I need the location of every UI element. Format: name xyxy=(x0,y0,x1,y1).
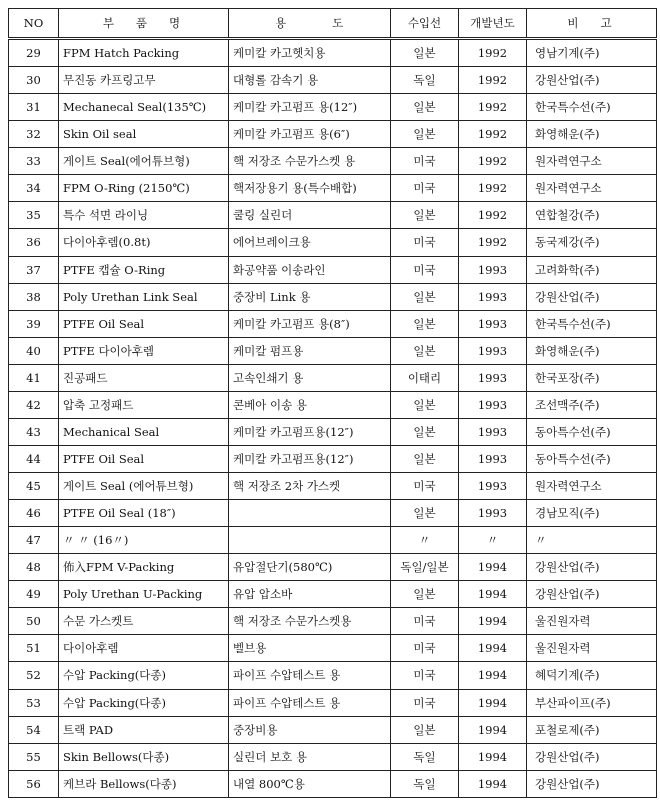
part-name-cell: PTFE Oil Seal xyxy=(59,445,229,472)
note-cell: 강원산업(주) xyxy=(527,554,657,581)
note-cell: 화영해운(주) xyxy=(527,337,657,364)
dev-year-cell: 1994 xyxy=(459,635,527,662)
dev-year-cell: 1993 xyxy=(459,391,527,418)
import-source-cell: 독일 xyxy=(391,743,459,770)
table-row xyxy=(9,662,657,689)
row-no-cell: 33 xyxy=(9,148,59,175)
note-cell: 울진원자력 xyxy=(527,635,657,662)
header-import-source: 수입선 xyxy=(391,9,459,39)
dev-year-cell: 1992 xyxy=(459,67,527,94)
row-no-cell: 39 xyxy=(9,310,59,337)
note-cell: 혜덕기계(주) xyxy=(527,662,657,689)
row-no-cell: 43 xyxy=(9,418,59,445)
table-row xyxy=(9,743,657,770)
part-name-cell: PTFE Oil Seal xyxy=(59,310,229,337)
import-source-cell: 일본 xyxy=(391,94,459,121)
dev-year-cell: 1993 xyxy=(459,445,527,472)
dev-year-cell: 1993 xyxy=(459,310,527,337)
dev-year-cell: 1993 xyxy=(459,418,527,445)
import-source-cell: 일본 xyxy=(391,121,459,148)
part-name-cell: 수문 가스켓트 xyxy=(59,608,229,635)
table-row xyxy=(9,391,657,418)
part-name-cell: 佈入FPM V-Packing xyxy=(59,554,229,581)
part-name-cell: PTFE 다이아후렘 xyxy=(59,337,229,364)
import-source-cell: 일본 xyxy=(391,418,459,445)
part-name-cell: Skin Oil seal xyxy=(59,121,229,148)
use-cell: 내열 800℃용 xyxy=(229,770,391,797)
use-cell: 콘베아 이송 용 xyxy=(229,391,391,418)
dev-year-cell: 〃 xyxy=(459,527,527,554)
dev-year-cell: 1994 xyxy=(459,662,527,689)
part-name-cell: PTFE 캡슐 O-Ring xyxy=(59,256,229,283)
table-row xyxy=(9,39,657,67)
note-cell: 고려화학(주) xyxy=(527,256,657,283)
row-no-cell: 29 xyxy=(9,39,59,67)
import-source-cell: 일본 xyxy=(391,500,459,527)
table-row xyxy=(9,202,657,229)
header-dev-year: 개발년도 xyxy=(459,9,527,39)
dev-year-cell: 1994 xyxy=(459,581,527,608)
table-row xyxy=(9,716,657,743)
table-row xyxy=(9,445,657,472)
table-row xyxy=(9,148,657,175)
part-name-cell: Mechanecal Seal(135℃) xyxy=(59,94,229,121)
table-row xyxy=(9,608,657,635)
note-cell: 원자력연구소 xyxy=(527,473,657,500)
part-name-cell: 게이트 Seal (에어튜브형) xyxy=(59,473,229,500)
part-name-cell: Mechanical Seal xyxy=(59,418,229,445)
part-name-cell: FPM Hatch Packing xyxy=(59,39,229,67)
note-cell: 강원산업(주) xyxy=(527,581,657,608)
use-cell: 쿨링 실린더 xyxy=(229,202,391,229)
row-no-cell: 54 xyxy=(9,716,59,743)
dev-year-cell: 1994 xyxy=(459,689,527,716)
import-source-cell: 일본 xyxy=(391,310,459,337)
table-row xyxy=(9,554,657,581)
import-source-cell: 미국 xyxy=(391,608,459,635)
dev-year-cell: 1993 xyxy=(459,364,527,391)
import-source-cell: 일본 xyxy=(391,391,459,418)
import-source-cell: 일본 xyxy=(391,283,459,310)
part-name-cell: 특수 석면 라이닝 xyxy=(59,202,229,229)
table-header xyxy=(9,9,657,39)
note-cell: 화영해운(주) xyxy=(527,121,657,148)
part-name-cell: 케브라 Bellows(다종) xyxy=(59,770,229,797)
row-no-cell: 34 xyxy=(9,175,59,202)
note-cell: 조선맥주(주) xyxy=(527,391,657,418)
table-body xyxy=(9,39,657,798)
import-source-cell: 독일 xyxy=(391,770,459,797)
note-cell: 강원산업(주) xyxy=(527,770,657,797)
row-no-cell: 50 xyxy=(9,608,59,635)
use-cell: 케미칼 카고펌프용(12″) xyxy=(229,445,391,472)
part-name-cell: 다이아후렘 xyxy=(59,635,229,662)
part-name-cell: Skin Bellows(다종) xyxy=(59,743,229,770)
import-source-cell: 미국 xyxy=(391,229,459,256)
part-name-cell: FPM O-Ring (2150℃) xyxy=(59,175,229,202)
use-cell: 핵저장용기 용(특수배합) xyxy=(229,175,391,202)
table-row xyxy=(9,689,657,716)
note-cell: 한국포장(주) xyxy=(527,364,657,391)
part-name-cell: 〃 〃 (16〃) xyxy=(59,527,229,554)
row-no-cell: 46 xyxy=(9,500,59,527)
use-cell: 파이프 수압테스트 용 xyxy=(229,689,391,716)
row-no-cell: 40 xyxy=(9,337,59,364)
row-no-cell: 32 xyxy=(9,121,59,148)
header-row xyxy=(9,9,657,39)
table-row xyxy=(9,256,657,283)
row-no-cell: 30 xyxy=(9,67,59,94)
note-cell: 동국제강(주) xyxy=(527,229,657,256)
use-cell: 벨브용 xyxy=(229,635,391,662)
dev-year-cell: 1992 xyxy=(459,175,527,202)
row-no-cell: 44 xyxy=(9,445,59,472)
row-no-cell: 45 xyxy=(9,473,59,500)
table-row xyxy=(9,527,657,554)
parts-table xyxy=(8,8,657,798)
table-row xyxy=(9,337,657,364)
use-cell: 케미칼 카고펌프 용(8″) xyxy=(229,310,391,337)
use-cell: 실린더 보호 용 xyxy=(229,743,391,770)
note-cell: 부산파이프(주) xyxy=(527,689,657,716)
import-source-cell: 미국 xyxy=(391,175,459,202)
dev-year-cell: 1993 xyxy=(459,256,527,283)
table-row xyxy=(9,473,657,500)
header-note: 비고 xyxy=(527,9,657,39)
import-source-cell: 〃 xyxy=(391,527,459,554)
use-cell: 에어브레이크용 xyxy=(229,229,391,256)
use-cell: 핵 저장조 수문가스켓용 xyxy=(229,608,391,635)
use-cell: 케미칼 카고헷치용 xyxy=(229,39,391,67)
row-no-cell: 38 xyxy=(9,283,59,310)
part-name-cell: 무진동 카프링고무 xyxy=(59,67,229,94)
import-source-cell: 미국 xyxy=(391,635,459,662)
dev-year-cell: 1993 xyxy=(459,337,527,364)
table-row xyxy=(9,418,657,445)
use-cell xyxy=(229,500,391,527)
table-row xyxy=(9,67,657,94)
import-source-cell: 미국 xyxy=(391,662,459,689)
use-cell: 케미칼 카고펌프 용(6″) xyxy=(229,121,391,148)
part-name-cell: 게이트 Seal(에어튜브형) xyxy=(59,148,229,175)
row-no-cell: 51 xyxy=(9,635,59,662)
header-part-name: 부품명 xyxy=(59,9,229,39)
table-row xyxy=(9,310,657,337)
dev-year-cell: 1992 xyxy=(459,39,527,67)
part-name-cell: 수압 Packing(다종) xyxy=(59,689,229,716)
header-no: NO xyxy=(9,9,59,39)
dev-year-cell: 1992 xyxy=(459,202,527,229)
row-no-cell: 52 xyxy=(9,662,59,689)
part-name-cell: 수압 Packing(다종) xyxy=(59,662,229,689)
table-row xyxy=(9,581,657,608)
table-row xyxy=(9,770,657,797)
import-source-cell: 일본 xyxy=(391,202,459,229)
table-row xyxy=(9,94,657,121)
note-cell: 한국특수선(주) xyxy=(527,94,657,121)
note-cell: 원자력연구소 xyxy=(527,148,657,175)
row-no-cell: 41 xyxy=(9,364,59,391)
dev-year-cell: 1994 xyxy=(459,770,527,797)
use-cell: 케미칼 카고펌프 용(12″) xyxy=(229,94,391,121)
dev-year-cell: 1993 xyxy=(459,283,527,310)
part-name-cell: Poly Urethan Link Seal xyxy=(59,283,229,310)
table-row xyxy=(9,364,657,391)
import-source-cell: 독일 xyxy=(391,67,459,94)
row-no-cell: 36 xyxy=(9,229,59,256)
row-no-cell: 48 xyxy=(9,554,59,581)
note-cell: 강원산업(주) xyxy=(527,67,657,94)
part-name-cell: 압축 고정패드 xyxy=(59,391,229,418)
note-cell: 포철로제(주) xyxy=(527,716,657,743)
import-source-cell: 미국 xyxy=(391,148,459,175)
dev-year-cell: 1993 xyxy=(459,500,527,527)
note-cell: 영남기계(주) xyxy=(527,39,657,67)
import-source-cell: 미국 xyxy=(391,689,459,716)
import-source-cell: 일본 xyxy=(391,716,459,743)
row-no-cell: 31 xyxy=(9,94,59,121)
use-cell: 대형롤 감속기 용 xyxy=(229,67,391,94)
use-cell: 핵 저장조 2차 가스켓 xyxy=(229,473,391,500)
dev-year-cell: 1994 xyxy=(459,608,527,635)
dev-year-cell: 1994 xyxy=(459,716,527,743)
use-cell: 중장비용 xyxy=(229,716,391,743)
import-source-cell: 일본 xyxy=(391,445,459,472)
row-no-cell: 55 xyxy=(9,743,59,770)
use-cell: 고속인쇄기 용 xyxy=(229,364,391,391)
dev-year-cell: 1993 xyxy=(459,473,527,500)
import-source-cell: 미국 xyxy=(391,473,459,500)
part-name-cell: PTFE Oil Seal (18″) xyxy=(59,500,229,527)
dev-year-cell: 1994 xyxy=(459,743,527,770)
use-cell: 케미칼 펌프용 xyxy=(229,337,391,364)
note-cell: 연합철강(주) xyxy=(527,202,657,229)
dev-year-cell: 1992 xyxy=(459,94,527,121)
use-cell: 중장비 Link 용 xyxy=(229,283,391,310)
use-cell: 화공약품 이송라인 xyxy=(229,256,391,283)
header-use: 용도 xyxy=(229,9,391,39)
note-cell: 동아특수선(주) xyxy=(527,445,657,472)
note-cell: 원자력연구소 xyxy=(527,175,657,202)
use-cell: 유압절단기(580℃) xyxy=(229,554,391,581)
table-row xyxy=(9,500,657,527)
table-row xyxy=(9,175,657,202)
part-name-cell: 진공패드 xyxy=(59,364,229,391)
import-source-cell: 일본 xyxy=(391,39,459,67)
row-no-cell: 53 xyxy=(9,689,59,716)
row-no-cell: 47 xyxy=(9,527,59,554)
import-source-cell: 일본 xyxy=(391,337,459,364)
table-row xyxy=(9,283,657,310)
row-no-cell: 37 xyxy=(9,256,59,283)
use-cell xyxy=(229,527,391,554)
import-source-cell: 미국 xyxy=(391,256,459,283)
table-row xyxy=(9,121,657,148)
dev-year-cell: 1992 xyxy=(459,229,527,256)
note-cell: 경남모직(주) xyxy=(527,500,657,527)
import-source-cell: 이태리 xyxy=(391,364,459,391)
use-cell: 파이프 수압테스트 용 xyxy=(229,662,391,689)
part-name-cell: 다이아후렘(0.8t) xyxy=(59,229,229,256)
import-source-cell: 일본 xyxy=(391,581,459,608)
use-cell: 케미칼 카고펌프용(12″) xyxy=(229,418,391,445)
table-row xyxy=(9,635,657,662)
part-name-cell: 트랙 PAD xyxy=(59,716,229,743)
note-cell: 동아특수선(주) xyxy=(527,418,657,445)
use-cell: 핵 저장조 수문가스켓 용 xyxy=(229,148,391,175)
note-cell: 한국특수선(주) xyxy=(527,310,657,337)
table-row xyxy=(9,229,657,256)
note-cell: 〃 xyxy=(527,527,657,554)
row-no-cell: 49 xyxy=(9,581,59,608)
note-cell: 강원산업(주) xyxy=(527,283,657,310)
dev-year-cell: 1992 xyxy=(459,121,527,148)
row-no-cell: 35 xyxy=(9,202,59,229)
part-name-cell: Poly Urethan U-Packing xyxy=(59,581,229,608)
note-cell: 강원산업(주) xyxy=(527,743,657,770)
row-no-cell: 42 xyxy=(9,391,59,418)
note-cell: 울진원자력 xyxy=(527,608,657,635)
dev-year-cell: 1992 xyxy=(459,148,527,175)
use-cell: 유압 압소바 xyxy=(229,581,391,608)
import-source-cell: 독일/일본 xyxy=(391,554,459,581)
row-no-cell: 56 xyxy=(9,770,59,797)
dev-year-cell: 1994 xyxy=(459,554,527,581)
